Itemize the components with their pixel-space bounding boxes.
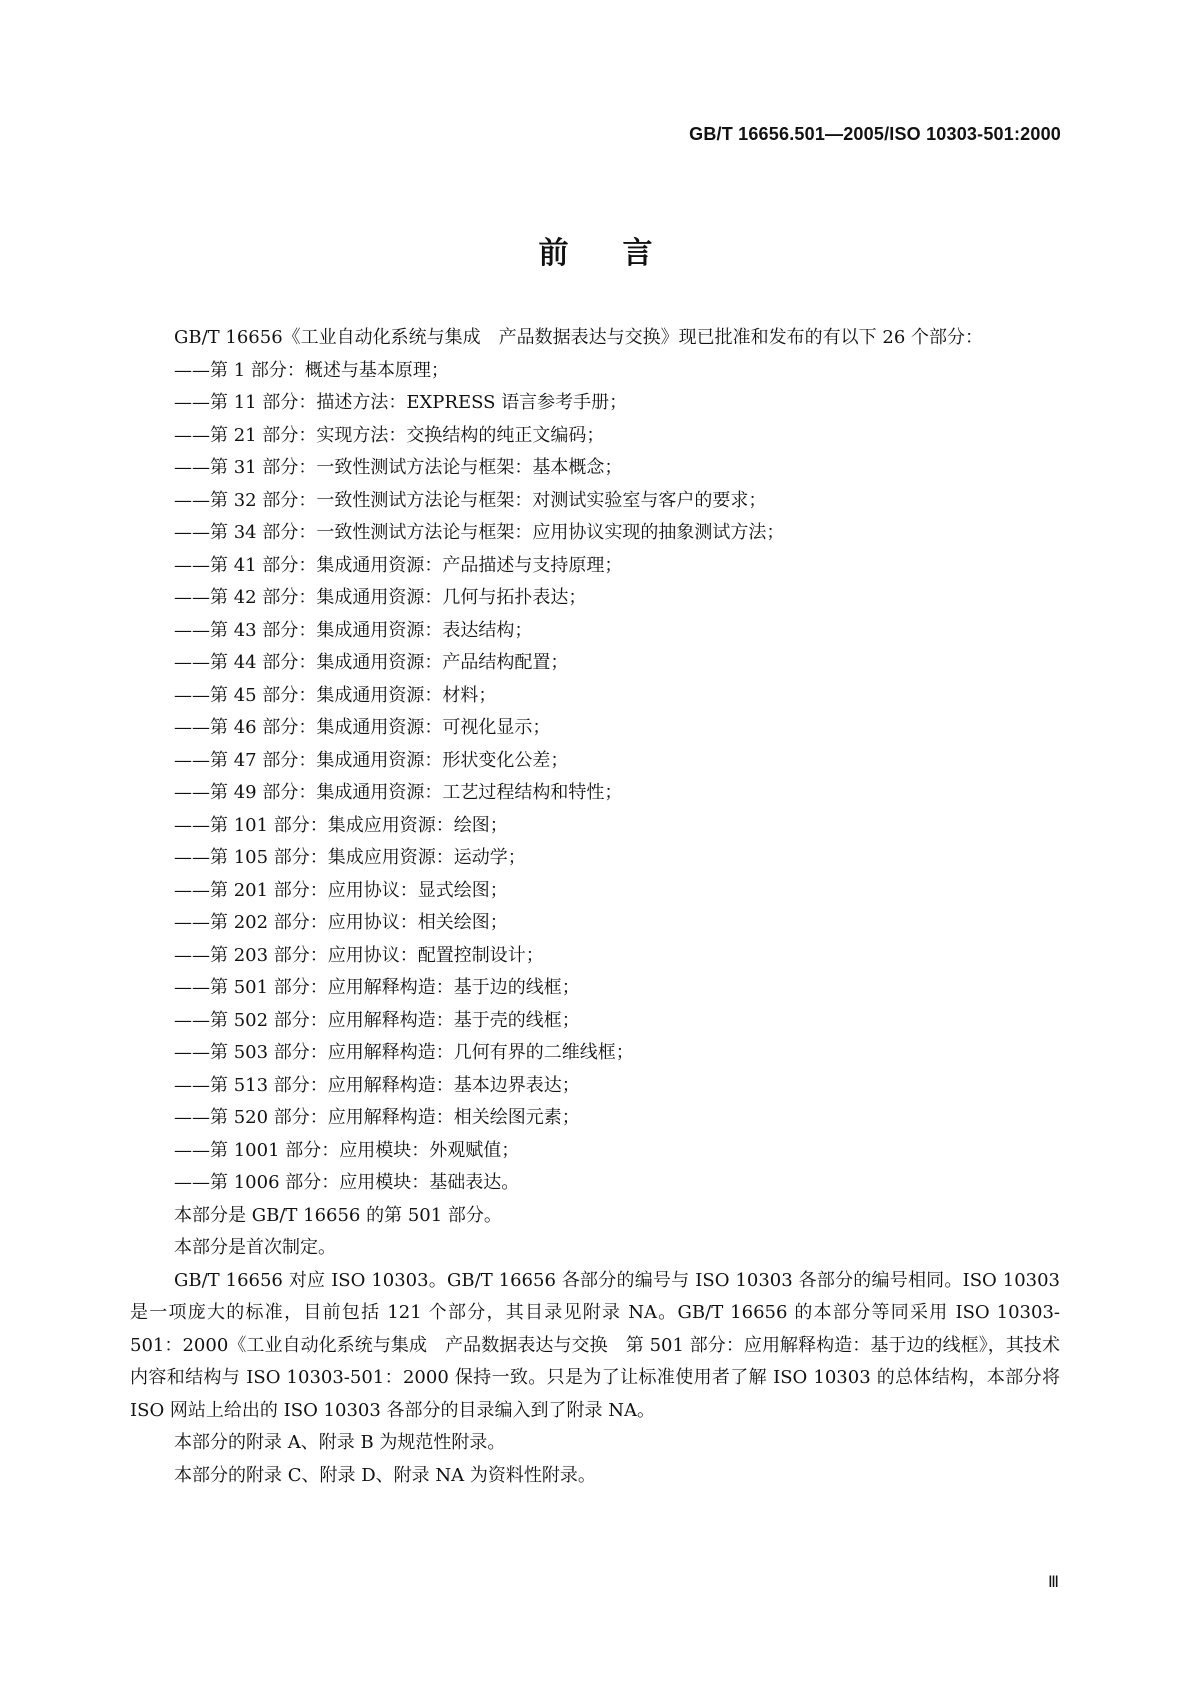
list-item: ——第 31 部分：一致性测试方法论与框架：基本概念； <box>174 457 623 478</box>
list-item: ——第 34 部分：一致性测试方法论与框架：应用协议实现的抽象测试方法； <box>174 522 785 543</box>
list-item: ——第 202 部分：应用协议：相关绘图； <box>174 912 508 933</box>
list-item: ——第 520 部分：应用解释构造：相关绘图元素； <box>174 1107 580 1128</box>
list-item: ——第 42 部分：集成通用资源：几何与拓扑表达； <box>174 587 587 608</box>
list-item: ——第 1 部分：概述与基本原理； <box>174 359 449 381</box>
list-item: ——第 43 部分：集成通用资源：表达结构； <box>174 619 533 641</box>
list-item: ——第 101 部分：集成应用资源：绘图； <box>174 814 508 836</box>
standard-number-header: GB/T 16656.501—2005/ISO 10303-501:2000 <box>689 124 1061 144</box>
list-item: ——第 32 部分：一致性测试方法论与框架：对测试实验室与客户的要求； <box>174 489 767 511</box>
list-item: ——第 513 部分：应用解释构造：基本边界表达； <box>174 1074 580 1096</box>
page-number: Ⅲ <box>1047 1574 1059 1591</box>
list-item: ——第 11 部分：描述方法：EXPRESS 语言参考手册； <box>174 392 628 413</box>
list-item: ——第 44 部分：集成通用资源：产品结构配置； <box>174 652 569 673</box>
list-item: ——第 45 部分：集成通用资源：材料； <box>174 684 497 706</box>
list-item: ——第 49 部分：集成通用资源：工艺过程结构和特性； <box>174 782 623 803</box>
part-number-paragraph: 本部分是 GB/T 16656 的第 501 部分。 <box>174 1204 502 1226</box>
list-item: ——第 46 部分：集成通用资源：可视化显示； <box>174 717 551 738</box>
correspondence-paragraph: GB/T 16656 对应 ISO 10303。GB/T 16656 各部分的编号与 ISO 10303 各部分的编号相同。ISO 10303是一项庞大的标准，目前包括 121 个部分，其目录见附录 NA。GB/T 16656 的本部分等同采用 ISO 10303-501：2000《工业自动化系统与集成 产品数据表达与交换 第 501 部分：应用解释构造：基于边的线框》，其技术内容和结构与 ISO 10303-501：2000 保持一致。只是为了让标准使用者了解 ISO 10303 的总体结构，本部分将 ISO 网站上给出的 ISO 10303 各部分的目录编入到了附录 NA。 <box>130 1269 1060 1421</box>
list-item: ——第 501 部分：应用解释构造：基于边的线框； <box>174 977 580 998</box>
list-item: ——第 41 部分：集成通用资源：产品描述与支持原理； <box>174 554 623 576</box>
list-item: ——第 503 部分：应用解释构造：几何有界的二维线框； <box>174 1042 634 1063</box>
list-item: ——第 201 部分：应用协议：显式绘图； <box>174 879 508 901</box>
list-item: ——第 47 部分：集成通用资源：形状变化公差； <box>174 749 569 771</box>
normative-annex-paragraph: 本部分的附录 A、附录 B 为规范性附录。 <box>174 1432 506 1453</box>
list-item: ——第 105 部分：集成应用资源：运动学； <box>174 847 526 868</box>
first-edition-paragraph: 本部分是首次制定。 <box>174 1237 336 1258</box>
page-title: 前言 <box>538 236 707 271</box>
list-item: ——第 502 部分：应用解释构造：基于壳的线框； <box>174 1009 580 1031</box>
intro-paragraph: GB/T 16656《工业自动化系统与集成 产品数据表达与交换》现已批准和发布的有以下 26 个部分： <box>174 327 984 348</box>
list-item: ——第 1001 部分：应用模块：外观赋值； <box>174 1139 520 1161</box>
list-item: ——第 1006 部分：应用模块：基础表达。 <box>174 1172 520 1193</box>
list-item: ——第 203 部分：应用协议：配置控制设计； <box>174 944 544 966</box>
parts-list <box>130 355 1060 1200</box>
list-item: ——第 21 部分：实现方法：交换结构的纯正文编码； <box>174 424 605 446</box>
document-body <box>130 322 1060 1492</box>
informative-annex-paragraph: 本部分的附录 C、附录 D、附录 NA 为资料性附录。 <box>174 1464 596 1486</box>
